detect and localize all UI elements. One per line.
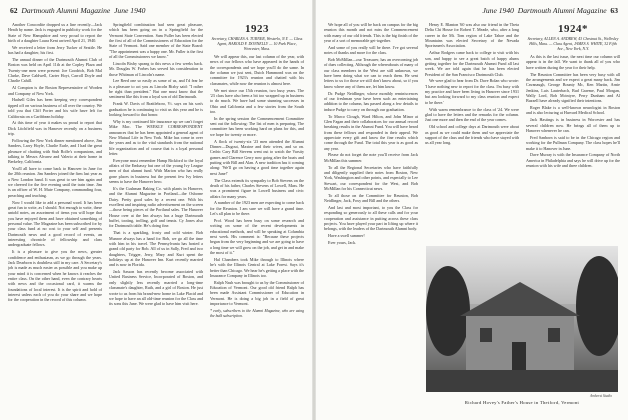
issue-date: June 1940: [482, 6, 514, 15]
photo-credit: Amherst Studio: [590, 394, 613, 398]
paragraph: Frank W. Davis of Brattleboro, Vt. says on his son's graduation he is continuing to visit us this year and he is looking forward to that honor.: [109, 101, 203, 117]
paragraph: In the spring session the Commencement Committee sent out the following: The list of men is preparing. The committee has been working hard on plans for this, and we hope for twenty or more.: [210, 115, 304, 137]
paragraph: That is a sparkling, frosty and cold winter. Bob Munroe always has a hand for Bob, we go all the time with him in his travel. The Pennsylvania has hosted a grand old party for Bob. All of us in Sally, Fred and two daughters, Trigger, Jerry, Mary and Kurt spent the holidays up at the Hanover Inn. Kurt recently married and is now in Florida.: [109, 230, 203, 268]
paragraph: It is a pleasure to give you the news, greater confidence and enthusiasm, as we go through the years. Jack Dearborn is doubtless still in my care. A Secretary's job is made as much easier as possible and you make up your mind it is concerned when he knows it reaches the entire class. On the other hand, even the contrary hearts with news and the occasional card, it warms the foundations of local interest. It is the spirit and hold of interest unless each of you do your share and we hope for the cooperation in the record of this column.: [8, 249, 102, 303]
left-column-1: [8, 22, 102, 420]
photo-window: [480, 328, 492, 342]
paragraph: Dr. Pudge Neidlinger, whose monthly reminiscences of our freshman year have been such an entertaining addition to the column, has passed along a few details to induce Pudge to carry on through our graduation.: [324, 90, 418, 112]
class-year-heading: 1924*: [558, 23, 588, 35]
paragraph: Roger Blake is a well-known neurologist in Boston and is also lecturing at Harvard Medical School.: [526, 105, 620, 116]
paragraph: Another Concordite dropped us a line recently—Jack Heath by name. Jack is engaged in publicity work for the State of New Hampshire and very proud to report the birth of a daughter Laura Kent arrived April 21, 1940.: [8, 22, 102, 44]
photo-door: [512, 342, 526, 372]
paragraph: We met since our 15th reunion, two busy years. The '23 class have also been a bit too wrapped up in business to do much. We have had some stunning successes in Ohio and California and a few stories from the South too.: [210, 87, 304, 114]
photo-ground: [426, 370, 618, 392]
paragraph: Bob McMillan—our Treasurer, has an overcoming job of dues collecting. Although the whereabouts of many of our class members in the West are still unknown, we have been doing what we can to reach them. He sent letters to us for those we still don't know about, so if you know where any of them are, let him know.: [324, 57, 418, 89]
paragraph: Following the New York dinner mentioned above, Jim Sanders, Larry Hoyle, Charlie Earle, and I had the great pleasure of chatting with Stub Rolfe's companions, and talking to Messrs Alvarez and Valerio at their home in Berkeley, California.: [8, 137, 102, 165]
paragraph: Prof. Wood has been busy on some research and writing on some of the recent developments in educational methods, and will be speaking at Columbia next week. His comment is: "Because these projects began from the very beginning and we are going to have a long time we will grow on the job, and get in and make the most of it.": [210, 217, 304, 256]
left-column-2: [109, 22, 203, 420]
paragraph: And last and most important, to you the Class for responding so generously to all these calls and for your cooperation and assistance in putting across these class projects. You have played your part in lifting up where it belongs, with the leaders of the Dartmouth Alumni body.: [324, 205, 418, 232]
paragraph: Dave Murray is with the Insurance Company of North America in Philadelphia and says he will drive up for the reunion with his wife and three children.: [526, 152, 620, 169]
paragraph: Lee Reed one so easily as some of us, and I'd fear he is a pleasure to act you as Lincoln Bixby said: "I rather be right than president." But one must know that the sentiment like this from a loyal son of old Dartmouth.: [109, 78, 203, 100]
class-year-heading: 1923: [245, 23, 269, 35]
paragraph: To all those on the Committee for Reunion, Bob Neidlinger, Jack, Foxy and Bill and the others.: [324, 192, 418, 204]
paragraph: Everyone must remember Hamp Bickford to the loyal affairs of the Embassy but one of the young Ivy League men of that alumni fund. With Marion who has really gone places in business but the present few Ivy letters seems to have the Hanover hero.: [109, 157, 203, 185]
right-page-header: [316, 6, 628, 18]
page-number: 63: [610, 6, 618, 15]
paragraph: We hope all of you will be back on campus for the big reunion this month and not miss the Commencement with many of our old friends. This is the big finish of the year of a sort of memorable get-together.: [324, 22, 418, 44]
paragraph: Springfield combination had seen great pleasure, which has been going on in a Springfield for the Vermont State Convention. Sam Fuller has been elected the first of all of the Commissioners of Education for the State of Vermont. Said one member of the State Board: "The appointment was a happy one. Mr. Fuller is the first of all the Commissioners we know.": [109, 22, 203, 60]
magazine-title: Dartmouth Alumni Magazine: [517, 6, 607, 15]
paragraph: We received a letter from Jerry Tucker of Seattle. He has had a daughter, his first.: [8, 44, 102, 56]
paragraph: The annual dinner of the Dartmouth Alumni Club of Boston was held on April 11th at the Copley Plaza and Twenty-one men were present: Joe Goodrich, Bob Mal Clarke, Dave Caldwell, Carter Hoyt, Carroll Doyle and Charlie Cahill.: [8, 57, 102, 84]
paragraph: Old school and college days at Dartmouth were about as good as we could make them and we appreciate the support of the class and the friends who have stayed with us all year long.: [425, 124, 519, 146]
left-column-3: [210, 22, 304, 420]
paragraph: We will appear this, our last column of the year, with news of our fellows who have appeared in the hands of the correspondents and we hope you'll do the same. In the column we just sent, Dutch Hammond was on the committee for 1923's reunion and chatted with his classmates, while now the reunion is almost here.: [210, 54, 304, 86]
paragraph: Arthur Rodgers came back to college to visit with his son, and happy to see a great batch of happy alums getting together for the Dartmouth Alumni Fund all last week. We are told again that he has been elected President of the San Francisco Dartmouth Club.: [425, 50, 519, 77]
paragraph: Hadsell Giles has been keeping very correspondent tipped off on various business of all over the country. We told you that Cliff Porter and his wife have left for California on a Caribbean holiday.: [8, 97, 102, 119]
paragraph: Please do not forget the note you'll receive from Jack McMillan this summer.: [324, 152, 418, 163]
paragraph: We were glad to hear from Dr. Dave Bolan who wrote: 'I have nothing new to report for the class. I'm busy with my practice and have been living in Hanover since 1931 but am looking forward to my class reunion and expect to be there.': [425, 78, 519, 105]
class-secretary-line: Secretary, ALLEN A. ANDREW, 43 Chestnut St., Wellesley Hills, Mass. — Class Agent, JAMES S. WHITE, 32 Fifth Ave., New York, N.Y.: [527, 37, 619, 51]
paragraph: Have a swell summer!: [328, 233, 365, 239]
issue-date: June 1940: [114, 6, 146, 15]
paragraph: The Class extends its sympathy to Bob Stevens on the death of his father, Charles Stevens of Lowell, Mass. He was a prominent figure in Lowell business and civic affairs for many years.: [210, 177, 304, 199]
footnote: * early, subscribers to the Alumni Magazine, who are using the bulk subscription.: [210, 309, 304, 319]
paragraph: Al Compton is the Boston Representative of Worden and Company of New York.: [8, 85, 102, 96]
left-page-header: [0, 6, 312, 18]
paragraph: You'll all have to come back to Hanover in June for the 20th reunion. Jim Sanders joined the firm last year as a New London hand. It was great to see him again and we cheered for the five evening until the train time. Jim is an officer of W. H. Mute Company, commanding four, preaching and teaching.: [8, 166, 102, 198]
right-column-1: [324, 22, 418, 420]
paragraph: Henry E. Blanton '60 was also our friend in the Theta Delta Chi House for Robert T. Meade, who, after a long career in the Mt. Tom region of Lake Tahoe and the Mountains was elected Secretary of the Nevada Sportsmen's Association.: [425, 22, 519, 49]
magazine-title: Dartmouth Alumni Magazine: [21, 6, 111, 15]
photo-tree: [576, 256, 618, 356]
paragraph: To Marco Clough, Ward Hilton, and John Minor at Glen Fagan and their collaborators for our annual record breaking results in the Alumni Fund. You will have heard from these fellows and responded in their appeal. We appreciate every gift and know the fine results which come through the Fund. The total this year is as good as any year.: [324, 113, 418, 151]
photo-caption: Richard Hovey's Father's House in Thetford, Vermont: [464, 400, 580, 405]
paragraph: The Reunion Committee has been very busy with all the arrangements and we expect a great many back. Jim Cavanaugh, George Bounty Mc, Ken Martin, Arnie Jenkins, Luis Lauterbach, Bud Graeme, Paul Morgan, Wally Lord, Bob Mcintyre, Perry Dunham and Al Buzzell have already signified their intentions.: [526, 71, 620, 104]
paragraph: It's the Cushman Baking Co. with plants in Hanover, and the Alumni Magazine in Portland—the Osborne Dairy. Pretty good sales by a recent one. With his excellent and inspiring radio advertisement on the screen—those being pieces of the Portland sales. The Hanover House over at the Inn always has a huge Dartmouth buffet, tooting, trolling, golf and tennis. Cy Jones also for Dartmouth table. He's doing fine.: [109, 185, 203, 229]
paragraph: With warm remembrance to the class of '24. We were glad to have the letters and the remarks for the column. Just one more and then the end of the year comes.: [425, 106, 519, 123]
paragraph: Now I would like to add a personal word. It has been great fun to write, as I should. Not enough to write, these untold notes, an assortment of items you will hope that you have enjoyed them and have obtained something of personal value. The Magazine has been subscribed for by your class fund at no cost to your self and presents Dartmouth news and a good record of events, an interesting chronicle of fellowship and class undergraduate fellows.: [8, 199, 102, 248]
photo-window: [548, 328, 560, 342]
paragraph: To all the Regional Secretaries who have faithfully and diligently supplied their notes from Boston, New York, Washington and other points, and especially to Lee Stewart, our correspondent for the West, and Bob McMillan for his Connecticut news.: [324, 164, 418, 191]
paragraph: Fred Sanborn is said to be in the Chicago region and working for the Pullman Company. The class hopes he'll make it to Hanover in June.: [526, 134, 620, 151]
photo-roof: [460, 282, 580, 316]
right-page: [316, 0, 628, 420]
left-page: [0, 0, 312, 420]
paragraph: As this is the last issue, the next time our column will appear is in the fall. We want to thank all of you who have written during the year for their help.: [526, 54, 620, 70]
paragraph: A flock of twenty-six '23 men attended the Alumni Dinner—Dugout, Maxine and their wives, and so on. Cedric Cary Bill Stevens went out to watch the Varsity games and Clarence Gerry now going after the boats and putting with Bill and Alan. A new tradition has it coming along: 'We'll go on having a good time together again next June!': [210, 138, 304, 176]
paragraph: Jack Sasson has recently become associated with United Business Service, Incorporated of Boston, and only slightly less recently married a long-time classmate's daughter, Ruth, and a girl of Boston. He just wrote to us from his brand-new home in Lake Placid and we hope to have an all old-time reunion for the Class and its sons this June. We were glad to have him visit here.: [109, 269, 203, 307]
paragraph: Jack Hastings is in business in Worcester and has several children now. He brings all of them up to Hanover whenever he can.: [526, 117, 620, 133]
paragraph: At this time of year it makes us proud to report that Dick Litchfield was in Hanover recently on a business trip.: [8, 120, 102, 137]
paragraph: Why is my continued life insurance up we can't forget Mike Mac. The WEEKLY CORRESPONDENT announces that he has been appointed a general agent of New Mutual Life in New York. Mike has come in over the years and as to the vital standards from the national life organization and of course that is a loyal personal letter.: [109, 118, 203, 156]
paragraph: Lincoln Bixby sprang to this news a few weeks back. Mr. Douglas W. Forbes has served his consideration to those Whitman of Lincoln's name.: [109, 60, 203, 77]
paragraph: A number of the 1923 men are expecting to come back for the Reunion. I am sure we will have a grand time. Let's all plan to be there.: [210, 200, 304, 217]
class-secretary-line: Secretary, CHARLES A. TURNER, Westerlo, N.Y. — Class Agent, HAROLD F. DONNELLY — 10 Park Place, Worcester, Mass.: [211, 37, 303, 51]
house-photograph: [426, 246, 618, 392]
right-column-2: [425, 22, 519, 242]
paragraph: Hal Chambers took Mike through to Illinois where he's with the Illinois Central at Lake Forest. Says it's better than Chicago. We hear he's getting a place with the Insurance Company in Illinois too.: [210, 256, 304, 278]
right-column-3: [526, 22, 620, 242]
signature: Ever yours, Jack.: [328, 240, 357, 246]
page-number: 62: [10, 6, 18, 15]
paragraph: Ralph Nash was brought to us by the Commissioner of Education of Vermont. Our good old friend Ralph has been made Assistant Commissioner of Education in Vermont. He is doing a big job in a field of great importance to Vermont.: [210, 279, 304, 307]
paragraph: And some of you really will be there. I've got several notes of thanks and more for the class.: [324, 44, 418, 56]
